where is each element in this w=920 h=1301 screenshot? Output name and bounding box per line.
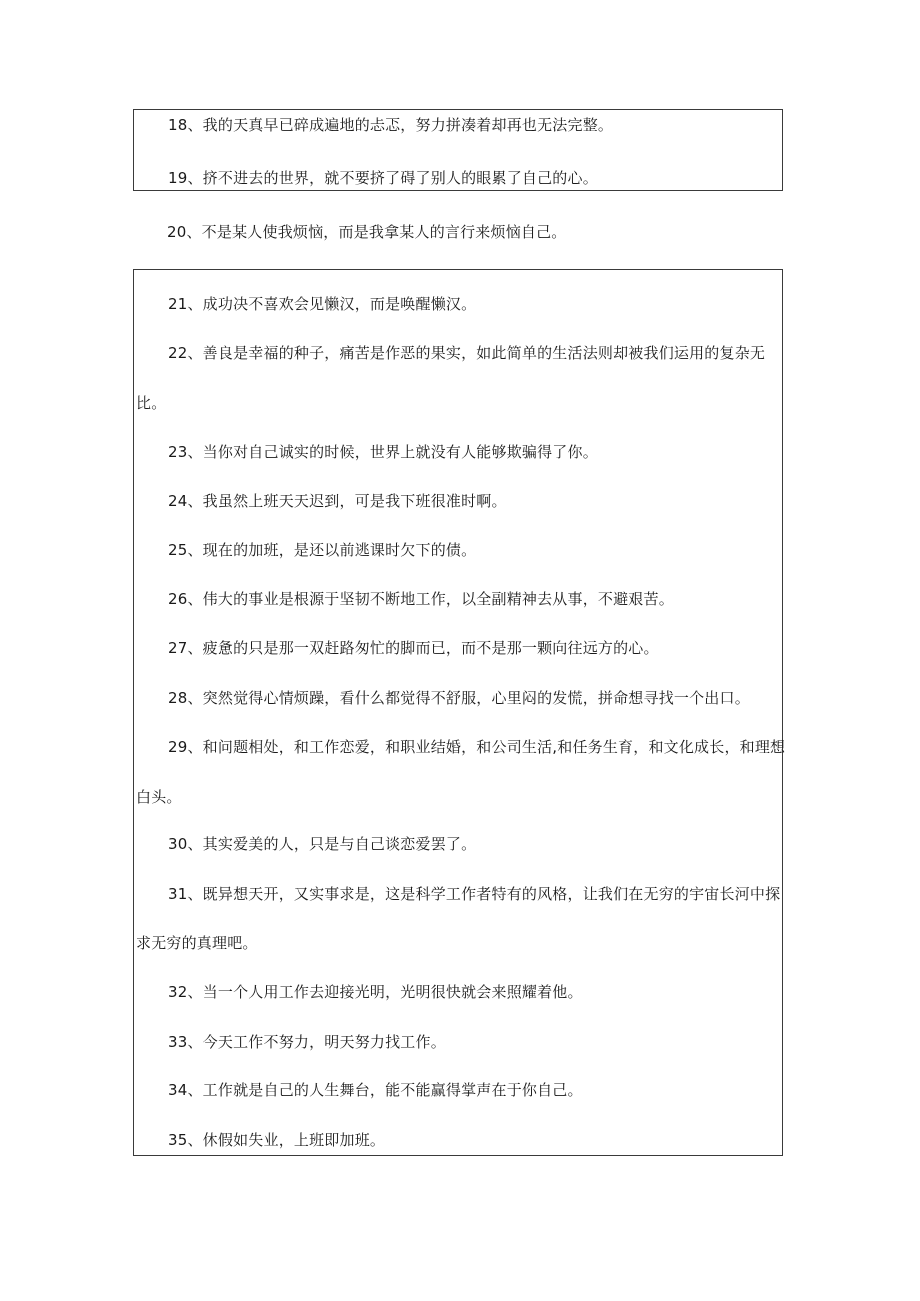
quote-21: 21、成功决不喜欢会见懒汉，而是唤醒懒汉。 bbox=[168, 295, 477, 313]
quote-box-main bbox=[133, 269, 786, 1156]
quote-33: 33、今天工作不努力，明天努力找工作。 bbox=[168, 1033, 446, 1051]
quote-35: 35、休假如失业，上班即加班。 bbox=[168, 1131, 386, 1149]
quote-22-line2: 比。 bbox=[136, 394, 167, 412]
quote-29-line2: 白头。 bbox=[136, 788, 182, 806]
quote-28: 28、突然觉得心情烦躁，看什么都觉得不舒服，心里闷的发慌，拼命想寻找一个出口。 bbox=[168, 689, 750, 707]
quote-23: 23、当你对自己诚实的时候，世界上就没有人能够欺骗得了你。 bbox=[168, 443, 598, 461]
quote-31-line1: 31、既异想天开，又实事求是，这是科学工作者特有的风格，让我们在无穷的宇宙长河中探 bbox=[168, 885, 781, 903]
quote-30: 30、其实爱美的人，只是与自己谈恋爱罢了。 bbox=[168, 835, 477, 853]
quote-27: 27、疲惫的只是那一双赶路匆忙的脚而已，而不是那一颗向往远方的心。 bbox=[168, 639, 659, 657]
quote-32: 32、当一个人用工作去迎接光明，光明很快就会来照耀着他。 bbox=[168, 983, 583, 1001]
quote-29-line1: 29、和问题相处，和工作恋爱，和职业结婚，和公司生活,和任务生育，和文化成长，和理想 bbox=[168, 738, 786, 756]
quote-18: 18、我的天真早已碎成遍地的忐忑，努力拼凑着却再也无法完整。 bbox=[168, 116, 614, 134]
quote-26: 26、伟大的事业是根源于坚韧不断地工作，以全副精神去从事，不避艰苦。 bbox=[168, 590, 674, 608]
quote-22-line1: 22、善良是幸福的种子，痛苦是作恶的果实，如此简单的生活法则却被我们运用的复杂无 bbox=[168, 344, 766, 362]
quote-19: 19、挤不进去的世界，就不要挤了碍了别人的眼累了自己的心。 bbox=[168, 169, 598, 187]
quote-34: 34、工作就是自己的人生舞台，能不能赢得掌声在于你自己。 bbox=[168, 1081, 583, 1099]
quote-24: 24、我虽然上班天天迟到，可是我下班很准时啊。 bbox=[168, 492, 507, 510]
quote-25: 25、现在的加班，是还以前逃课时欠下的债。 bbox=[168, 541, 477, 559]
quote-20: 20、不是某人使我烦恼，而是我拿某人的言行来烦恼自己。 bbox=[167, 223, 567, 241]
quote-box-top bbox=[133, 109, 783, 191]
quote-31-line2: 求无穷的真理吧。 bbox=[136, 934, 258, 952]
